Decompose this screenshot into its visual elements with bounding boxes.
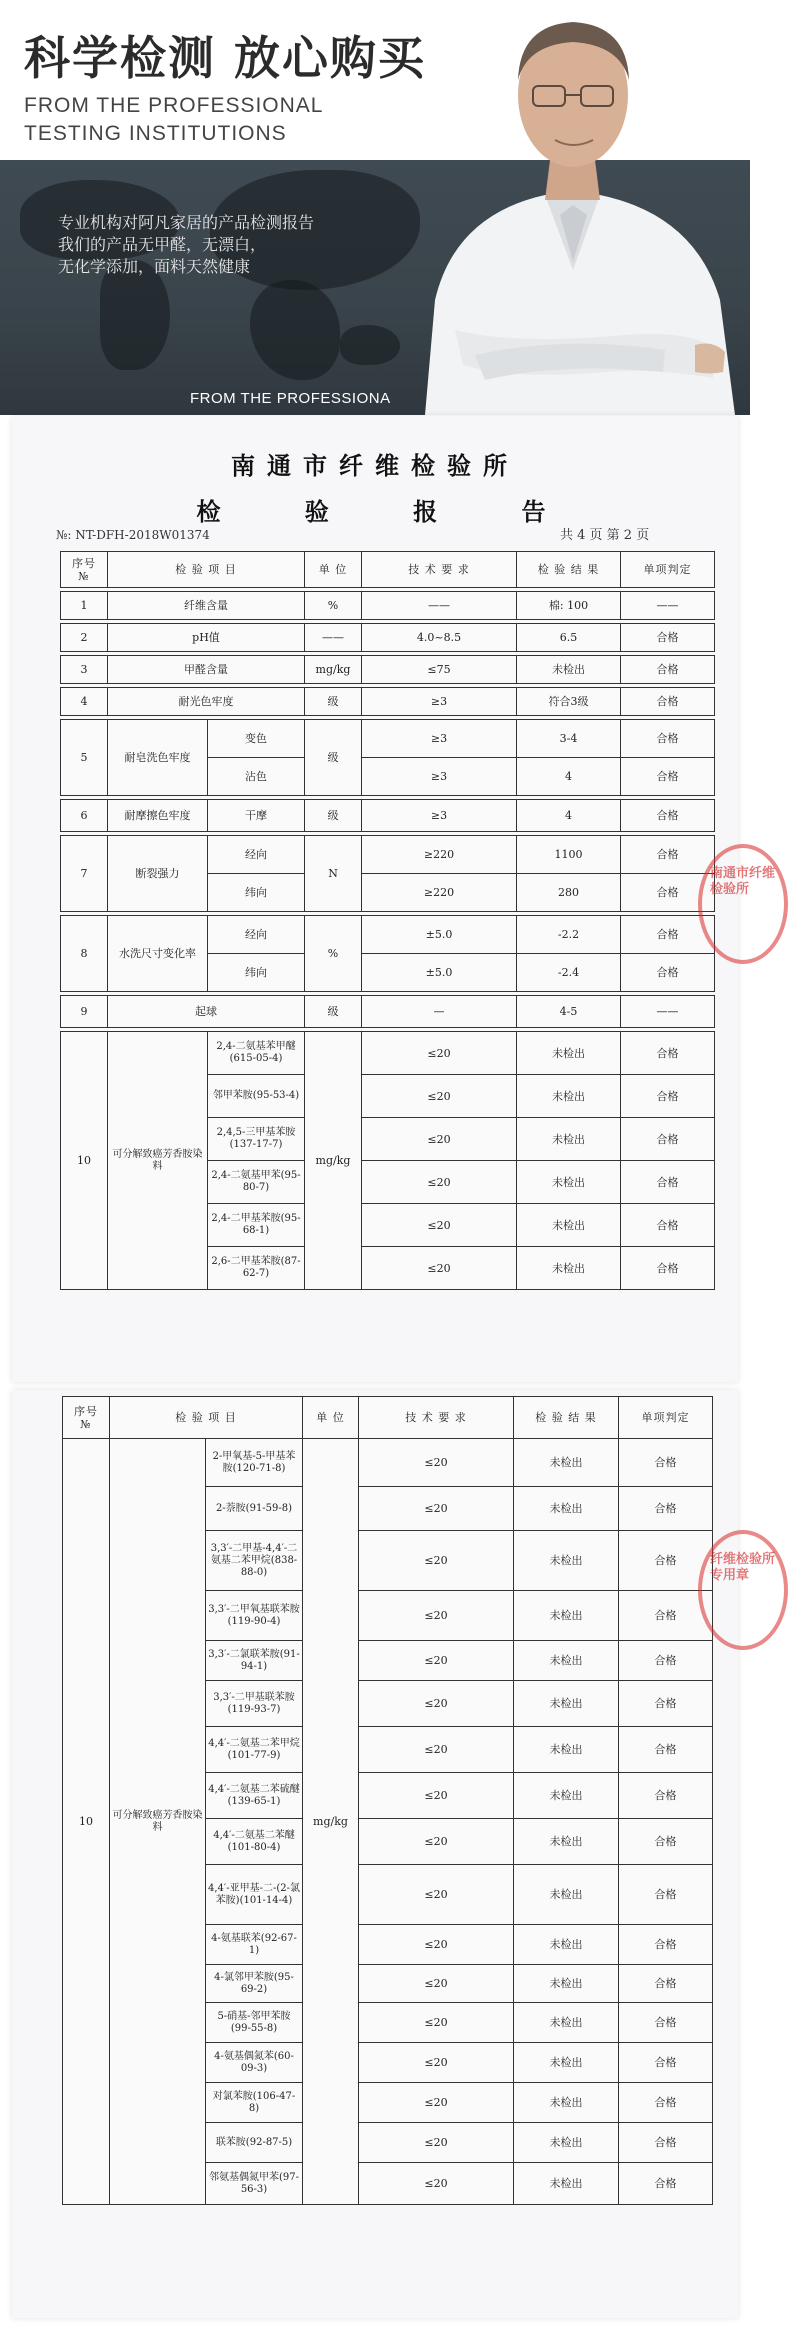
banner-line1: 专业机构对阿凡家居的产品检测报告 — [58, 213, 315, 232]
report-table-2 — [62, 1396, 713, 2205]
table-cell: 未检出 — [517, 1204, 621, 1247]
table-cell: 水洗尺寸变化率 — [108, 916, 208, 992]
table-cell: 未检出 — [514, 1531, 619, 1591]
table-cell: 未检出 — [514, 1773, 619, 1819]
table-cell: 耐皂洗色牢度 — [108, 720, 208, 796]
table-cell: 未检出 — [514, 2083, 619, 2123]
table-cell: ≤20 — [362, 1161, 517, 1204]
table-cell: ≤20 — [359, 1591, 514, 1641]
table-cell: ≤20 — [362, 1204, 517, 1247]
table-cell: ≤75 — [362, 656, 517, 684]
table-cell: ≤20 — [359, 1819, 514, 1865]
world-map-shape — [340, 325, 400, 365]
table-cell: ≤20 — [359, 1641, 514, 1681]
table-cell: 级 — [305, 996, 362, 1028]
table-cell: 10 — [63, 1439, 110, 2205]
table-cell: ≤20 — [359, 2003, 514, 2043]
table-cell: 符合3级 — [517, 688, 621, 716]
table-cell: 4 — [61, 688, 108, 716]
report-page-info: 共 4 页 第 2 页 — [560, 528, 650, 543]
table-cell: ±5.0 — [362, 916, 517, 954]
table-cell: 合格 — [619, 2083, 713, 2123]
col-header-item: 检 验 项 目 — [110, 1397, 303, 1439]
table-cell: 可分解致癌芳香胺染料 — [110, 1439, 206, 2205]
table-cell: 280 — [517, 874, 621, 912]
table-cell: 未检出 — [517, 1247, 621, 1290]
table-cell: 3-4 — [517, 720, 621, 758]
col-header-result: 检 验 结 果 — [514, 1397, 619, 1439]
table-cell: 合格 — [621, 688, 715, 716]
table-cell: 合格 — [621, 800, 715, 832]
report-page-2 — [12, 1390, 776, 2318]
seal-text: 纤维检验所专用章 — [710, 1552, 776, 1583]
table-cell: 合格 — [621, 758, 715, 796]
table-row — [61, 720, 715, 758]
table-cell: 未检出 — [514, 2003, 619, 2043]
table-cell: 未检出 — [517, 1118, 621, 1161]
report-number: №: NT-DFH-2018W01374 — [56, 528, 210, 542]
table-cell: 4.0~8.5 — [362, 624, 517, 652]
world-map-shape — [250, 280, 340, 380]
table-row — [61, 624, 715, 652]
table-cell: 合格 — [619, 2003, 713, 2043]
table-row — [61, 656, 715, 684]
table-cell: 4-氨基偶氮苯(60-09-3) — [206, 2043, 303, 2083]
table-cell: 4 — [517, 800, 621, 832]
table-cell: 合格 — [619, 1865, 713, 1925]
table-cell: 合格 — [621, 1118, 715, 1161]
table-cell: 未检出 — [514, 1865, 619, 1925]
banner-line2: 我们的产品无甲醛，无漂白， — [58, 235, 267, 254]
table-cell: ≤20 — [359, 2123, 514, 2163]
table-cell: ≤20 — [359, 2083, 514, 2123]
table-cell: 合格 — [619, 1439, 713, 1487]
subtitle-line2: TESTING INSTITUTIONS — [24, 122, 287, 145]
table-cell: ≥220 — [362, 836, 517, 874]
table-cell: 邻氨基偶氮甲苯(97-56-3) — [206, 2163, 303, 2205]
table-cell: 9 — [61, 996, 108, 1028]
table-cell: 4-氯邻甲苯胺(95-69-2) — [206, 1965, 303, 2003]
table-cell: 合格 — [619, 1925, 713, 1965]
col-header-no: 序号 № — [63, 1397, 110, 1439]
table-cell: 耐摩擦色牢度 — [108, 800, 208, 832]
table-header-row — [61, 552, 715, 588]
table-cell: ≤20 — [359, 1487, 514, 1531]
col-header-item: 检 验 项 目 — [108, 552, 305, 588]
table-cell: N — [305, 836, 362, 912]
table-cell: 7 — [61, 836, 108, 912]
table-cell: 合格 — [619, 1727, 713, 1773]
table-cell: 1100 — [517, 836, 621, 874]
table-cell: —— — [362, 592, 517, 620]
table-cell: 纬向 — [208, 874, 305, 912]
table-cell: 合格 — [619, 1591, 713, 1641]
table-cell: 2,4-二甲基苯胺(95-68-1) — [208, 1204, 305, 1247]
table-cell: ≤20 — [359, 2163, 514, 2205]
table-cell: 合格 — [621, 836, 715, 874]
table-cell: 10 — [61, 1032, 108, 1290]
table-cell: 合格 — [621, 1075, 715, 1118]
table-cell: 未检出 — [514, 1641, 619, 1681]
table-cell: ≤20 — [362, 1075, 517, 1118]
table-cell: 合格 — [619, 1965, 713, 2003]
table-cell: 对氯苯胺(106-47-8) — [206, 2083, 303, 2123]
table-cell: ≤20 — [362, 1118, 517, 1161]
table-cell: -2.4 — [517, 954, 621, 992]
table-cell: ≤20 — [359, 1925, 514, 1965]
table-cell: 经向 — [208, 836, 305, 874]
table-cell: 2,4,5-三甲基苯胺(137-17-7) — [208, 1118, 305, 1161]
table-cell: 合格 — [619, 1773, 713, 1819]
table-row — [61, 916, 715, 954]
table-cell: 4-5 — [517, 996, 621, 1028]
table-cell: 2 — [61, 624, 108, 652]
table-cell: 级 — [305, 688, 362, 716]
col-header-unit: 单 位 — [305, 552, 362, 588]
table-cell: 断裂强力 — [108, 836, 208, 912]
table-cell: ≤20 — [359, 2043, 514, 2083]
col-header-judge: 单项判定 — [621, 552, 715, 588]
official-seal — [698, 844, 788, 964]
table-cell: ≤20 — [359, 1865, 514, 1925]
table-cell: 合格 — [621, 656, 715, 684]
table-cell: 棉: 100 — [517, 592, 621, 620]
report-title: 检 验 报 告 — [196, 497, 584, 526]
table-cell: 合格 — [621, 916, 715, 954]
col-header-result: 检 验 结 果 — [517, 552, 621, 588]
table-cell: 纤维含量 — [108, 592, 305, 620]
table-cell: 3 — [61, 656, 108, 684]
table-cell: % — [305, 916, 362, 992]
table-cell: ≤20 — [362, 1032, 517, 1075]
table-cell: 未检出 — [514, 1487, 619, 1531]
table-cell: ≤20 — [359, 1727, 514, 1773]
table-cell: 6.5 — [517, 624, 621, 652]
table-cell: 8 — [61, 916, 108, 992]
table-cell: 合格 — [621, 1247, 715, 1290]
table-cell: 未检出 — [514, 1925, 619, 1965]
report-page-1 — [12, 416, 776, 1382]
table-cell: ≤20 — [359, 1965, 514, 2003]
table-cell: % — [305, 592, 362, 620]
table-cell: 4-氨基联苯(92-67-1) — [206, 1925, 303, 1965]
table-cell: 级 — [305, 800, 362, 832]
table-cell: 4,4′-二氨基二苯硫醚(139-65-1) — [206, 1773, 303, 1819]
col-header-req: 技 术 要 求 — [359, 1397, 514, 1439]
table-cell: ≤20 — [359, 1773, 514, 1819]
table-cell: 起球 — [108, 996, 305, 1028]
table-cell: 邻甲苯胺(95-53-4) — [208, 1075, 305, 1118]
banner-caption: FROM THE PROFESSIONA — [190, 390, 391, 407]
table-cell: ≥3 — [362, 758, 517, 796]
table-cell: -2.2 — [517, 916, 621, 954]
page-subtitle — [24, 92, 324, 148]
table-cell: 经向 — [208, 916, 305, 954]
banner-description — [58, 212, 388, 278]
table-cell: 未检出 — [517, 1075, 621, 1118]
table-cell: ≥3 — [362, 720, 517, 758]
table-row — [61, 836, 715, 874]
table-cell: 未检出 — [514, 2163, 619, 2205]
table-cell: 2,4-二氨基甲苯(95-80-7) — [208, 1161, 305, 1204]
table-cell: 合格 — [621, 720, 715, 758]
table-cell: 3,3′-二甲基联苯胺(119-93-7) — [206, 1681, 303, 1727]
table-row — [61, 688, 715, 716]
table-row — [61, 800, 715, 832]
table-cell: 干摩 — [208, 800, 305, 832]
table-cell: 5 — [61, 720, 108, 796]
table-cell: 合格 — [619, 1641, 713, 1681]
table-cell: 未检出 — [514, 2123, 619, 2163]
report-org: 南通市纤维检验所 — [231, 451, 519, 480]
table-cell: —— — [621, 592, 715, 620]
official-seal — [698, 1530, 788, 1650]
table-cell: 合格 — [621, 1032, 715, 1075]
table-cell: 甲醛含量 — [108, 656, 305, 684]
table-cell: —— — [305, 624, 362, 652]
table-cell: 合格 — [619, 2163, 713, 2205]
table-cell: ≥220 — [362, 874, 517, 912]
table-cell: 4 — [517, 758, 621, 796]
table-cell: pH值 — [108, 624, 305, 652]
table-cell: 合格 — [619, 1531, 713, 1591]
table-cell: 未检出 — [514, 1965, 619, 2003]
table-cell: 纬向 — [208, 954, 305, 992]
table-cell: 2-萘胺(91-59-8) — [206, 1487, 303, 1531]
table-cell: —— — [621, 996, 715, 1028]
col-header-no: 序号 № — [61, 552, 108, 588]
seal-text: 南通市纤维检验所 — [710, 866, 776, 897]
table-cell: 2-甲氧基-5-甲基苯胺(120-71-8) — [206, 1439, 303, 1487]
table-cell: 变色 — [208, 720, 305, 758]
table-cell: 6 — [61, 800, 108, 832]
table-cell: 未检出 — [517, 1032, 621, 1075]
table-cell: 未检出 — [514, 1439, 619, 1487]
table-cell: 未检出 — [514, 1591, 619, 1641]
table-cell: ≤20 — [359, 1531, 514, 1591]
table-cell: ≥3 — [362, 688, 517, 716]
table-cell: 未检出 — [514, 1819, 619, 1865]
table-cell: 联苯胺(92-87-5) — [206, 2123, 303, 2163]
table-cell: 合格 — [619, 1681, 713, 1727]
table-cell: 未检出 — [517, 656, 621, 684]
report-table-1 — [60, 551, 715, 1290]
table-cell: 未检出 — [514, 1727, 619, 1773]
table-cell: 沾色 — [208, 758, 305, 796]
table-cell: 合格 — [621, 1204, 715, 1247]
table-cell: 合格 — [619, 1487, 713, 1531]
table-header-row — [63, 1397, 713, 1439]
col-header-req: 技 术 要 求 — [362, 552, 517, 588]
lab-technician-image — [395, 0, 750, 415]
table-cell: 4,4′-亚甲基-二-(2-氯苯胺)(101-14-4) — [206, 1865, 303, 1925]
table-cell: 4,4′-二氨基二苯甲烷(101-77-9) — [206, 1727, 303, 1773]
table-cell: 5-硝基-邻甲苯胺(99-55-8) — [206, 2003, 303, 2043]
table-cell: 可分解致癌芳香胺染料 — [108, 1032, 208, 1290]
table-cell: mg/kg — [303, 1439, 359, 2205]
table-cell: 3,3′-二甲基-4,4′-二氨基二苯甲烷(838-88-0) — [206, 1531, 303, 1591]
table-row — [61, 1032, 715, 1075]
table-cell: 未检出 — [514, 1681, 619, 1727]
table-cell: 1 — [61, 592, 108, 620]
table-cell: 合格 — [619, 2043, 713, 2083]
page-title: 科学检测 放心购买 — [24, 31, 427, 85]
table-cell: ≤20 — [359, 1681, 514, 1727]
table-cell: 合格 — [621, 874, 715, 912]
table-row — [61, 996, 715, 1028]
table-cell: ≤20 — [359, 1439, 514, 1487]
table-cell: — — [362, 996, 517, 1028]
col-header-unit: 单 位 — [303, 1397, 359, 1439]
table-cell: 合格 — [621, 1161, 715, 1204]
table-cell: 未检出 — [514, 2043, 619, 2083]
table-cell: mg/kg — [305, 656, 362, 684]
subtitle-line1: FROM THE PROFESSIONAL — [24, 94, 324, 117]
table-cell: 耐光色牢度 — [108, 688, 305, 716]
banner-line3: 无化学添加，面料天然健康 — [58, 257, 251, 276]
table-cell: 未检出 — [517, 1161, 621, 1204]
table-cell: 合格 — [621, 624, 715, 652]
table-cell: 合格 — [621, 954, 715, 992]
table-cell: 级 — [305, 720, 362, 796]
table-row — [63, 1439, 713, 1487]
table-cell: 2,6-二甲基苯胺(87-62-7) — [208, 1247, 305, 1290]
table-cell: 合格 — [619, 2123, 713, 2163]
table-cell: 3,3′-二甲氧基联苯胺(119-90-4) — [206, 1591, 303, 1641]
table-cell: 合格 — [619, 1819, 713, 1865]
table-cell: 4,4′-二氨基二苯醚(101-80-4) — [206, 1819, 303, 1865]
table-cell: ±5.0 — [362, 954, 517, 992]
table-cell: ≥3 — [362, 800, 517, 832]
table-cell: 3,3′-二氯联苯胺(91-94-1) — [206, 1641, 303, 1681]
table-cell: 2,4-二氨基苯甲醚(615-05-4) — [208, 1032, 305, 1075]
col-header-judge: 单项判定 — [619, 1397, 713, 1439]
table-cell: mg/kg — [305, 1032, 362, 1290]
table-row — [61, 592, 715, 620]
table-cell: ≤20 — [362, 1247, 517, 1290]
